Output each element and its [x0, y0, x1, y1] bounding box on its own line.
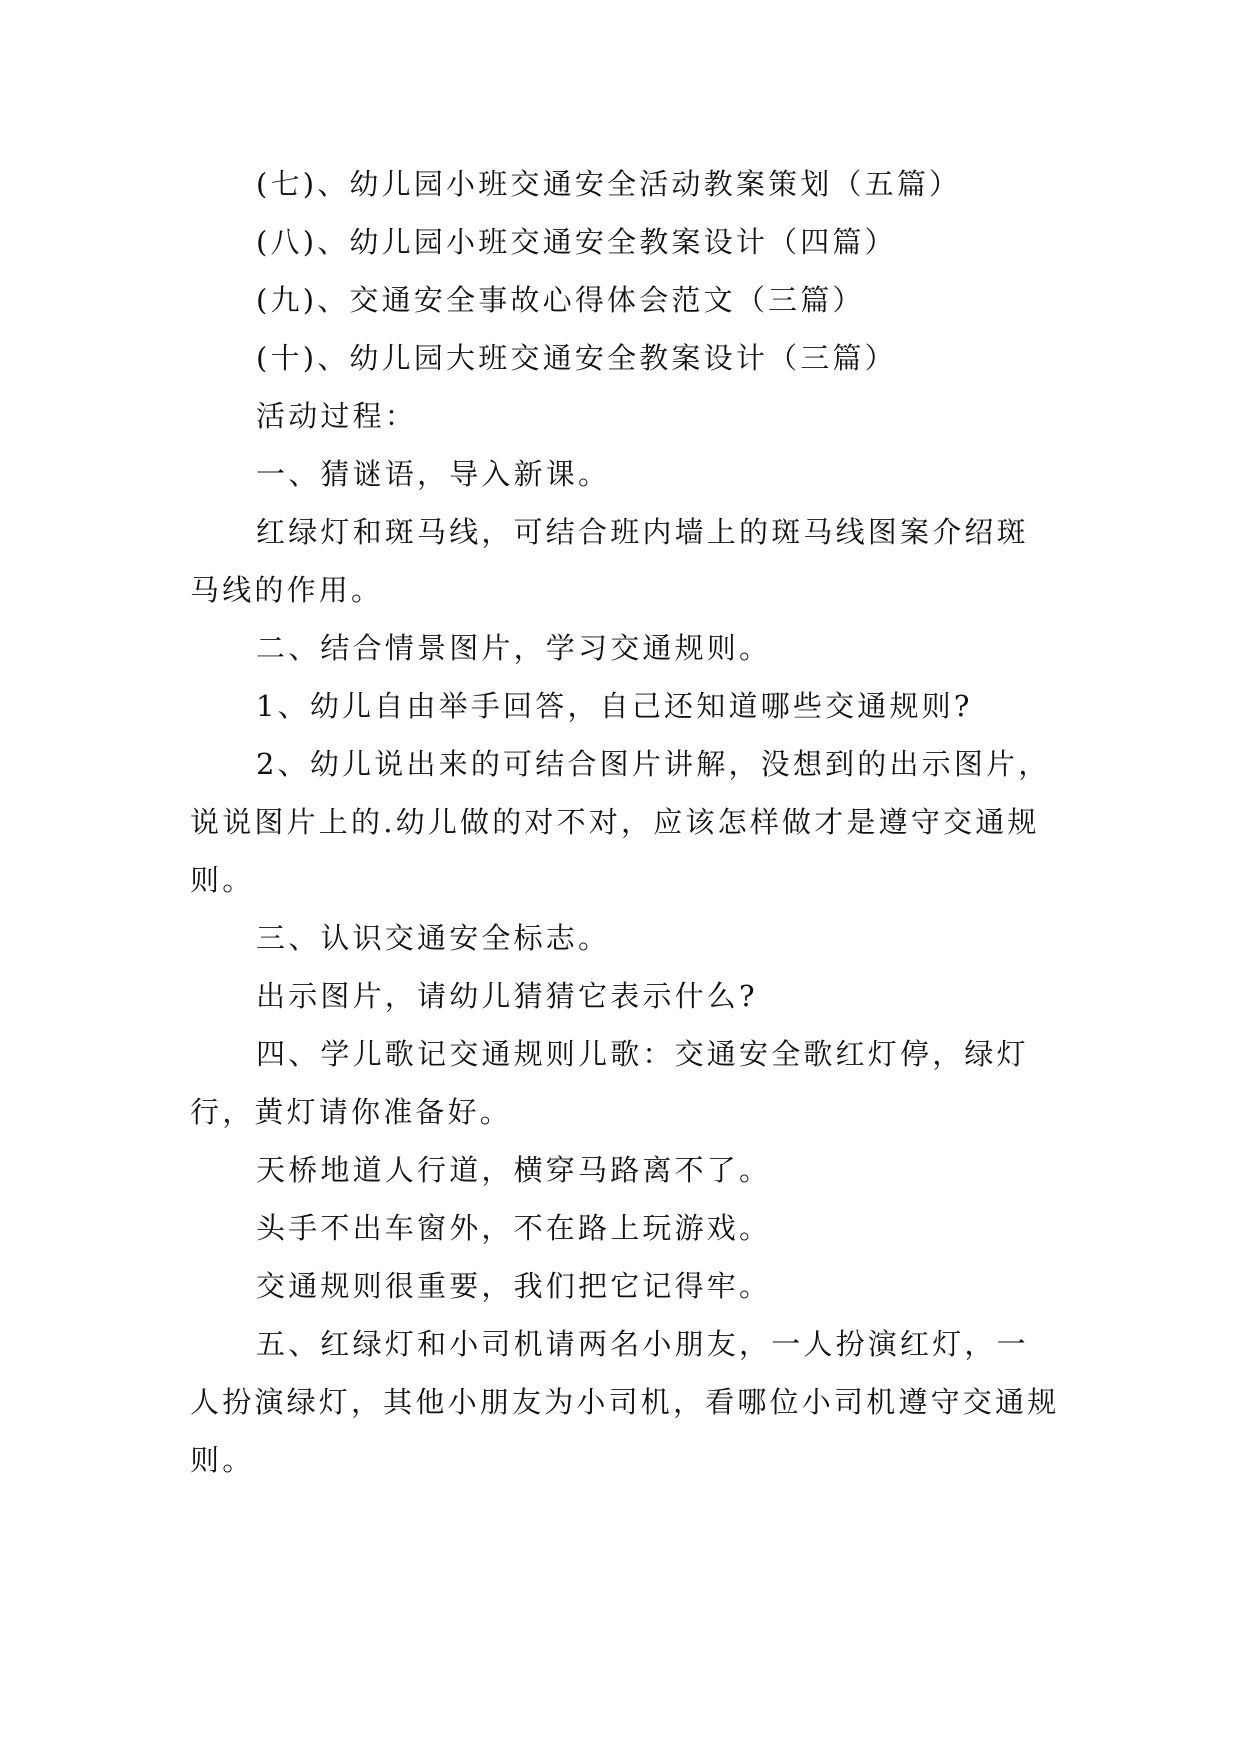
step-2-heading: 二、结合情景图片，学习交通规则。 — [256, 631, 772, 665]
step-2-item-1: 1、幼儿自由举手回答，自己还知道哪些交通规则? — [256, 689, 973, 723]
step-3-heading: 三、认识交通安全标志。 — [256, 921, 611, 955]
toc-item-9: (九)、交通安全事故心得体会范文（三篇） — [256, 283, 865, 317]
song-line-1: 天桥地道人行道，横穿马路离不了。 — [256, 1153, 772, 1187]
step-4-heading: 四、学儿歌记交通规则儿歌：交通安全歌红灯停，绿灯行，黄灯请你准备好。 — [190, 1037, 1029, 1129]
song-line-3: 交通规则很重要，我们把它记得牢。 — [256, 1269, 772, 1303]
step-3-body: 出示图片，请幼儿猜猜它表示什么? — [256, 979, 758, 1013]
toc-item-8: (八)、幼儿园小班交通安全教案设计（四篇） — [256, 225, 897, 259]
step-5-body: 五、红绿灯和小司机请两名小朋友，一人扮演红灯，一人扮演绿灯，其他小朋友为小司机，看哪位小司机遵守交通规则。 — [190, 1327, 1060, 1477]
toc-item-7: (七)、幼儿园小班交通安全活动教案策划（五篇） — [256, 167, 962, 201]
step-1-heading: 一、猜谜语，导入新课。 — [256, 457, 611, 491]
step-1-body: 红绿灯和斑马线，可结合班内墙上的斑马线图案介绍斑马线的作用。 — [190, 515, 1029, 607]
song-line-2: 头手不出车窗外，不在路上玩游戏。 — [256, 1211, 772, 1245]
document-body — [190, 155, 1060, 1489]
step-2-item-2: 2、幼儿说出来的可结合图片讲解，没想到的出示图片，说说图片上的.幼儿做的对不对，应该怎样做才是遵守交通规则。 — [190, 747, 1051, 897]
section-heading-activity-process: 活动过程： — [256, 399, 418, 433]
toc-item-10: (十)、幼儿园大班交通安全教案设计（三篇） — [256, 341, 897, 375]
